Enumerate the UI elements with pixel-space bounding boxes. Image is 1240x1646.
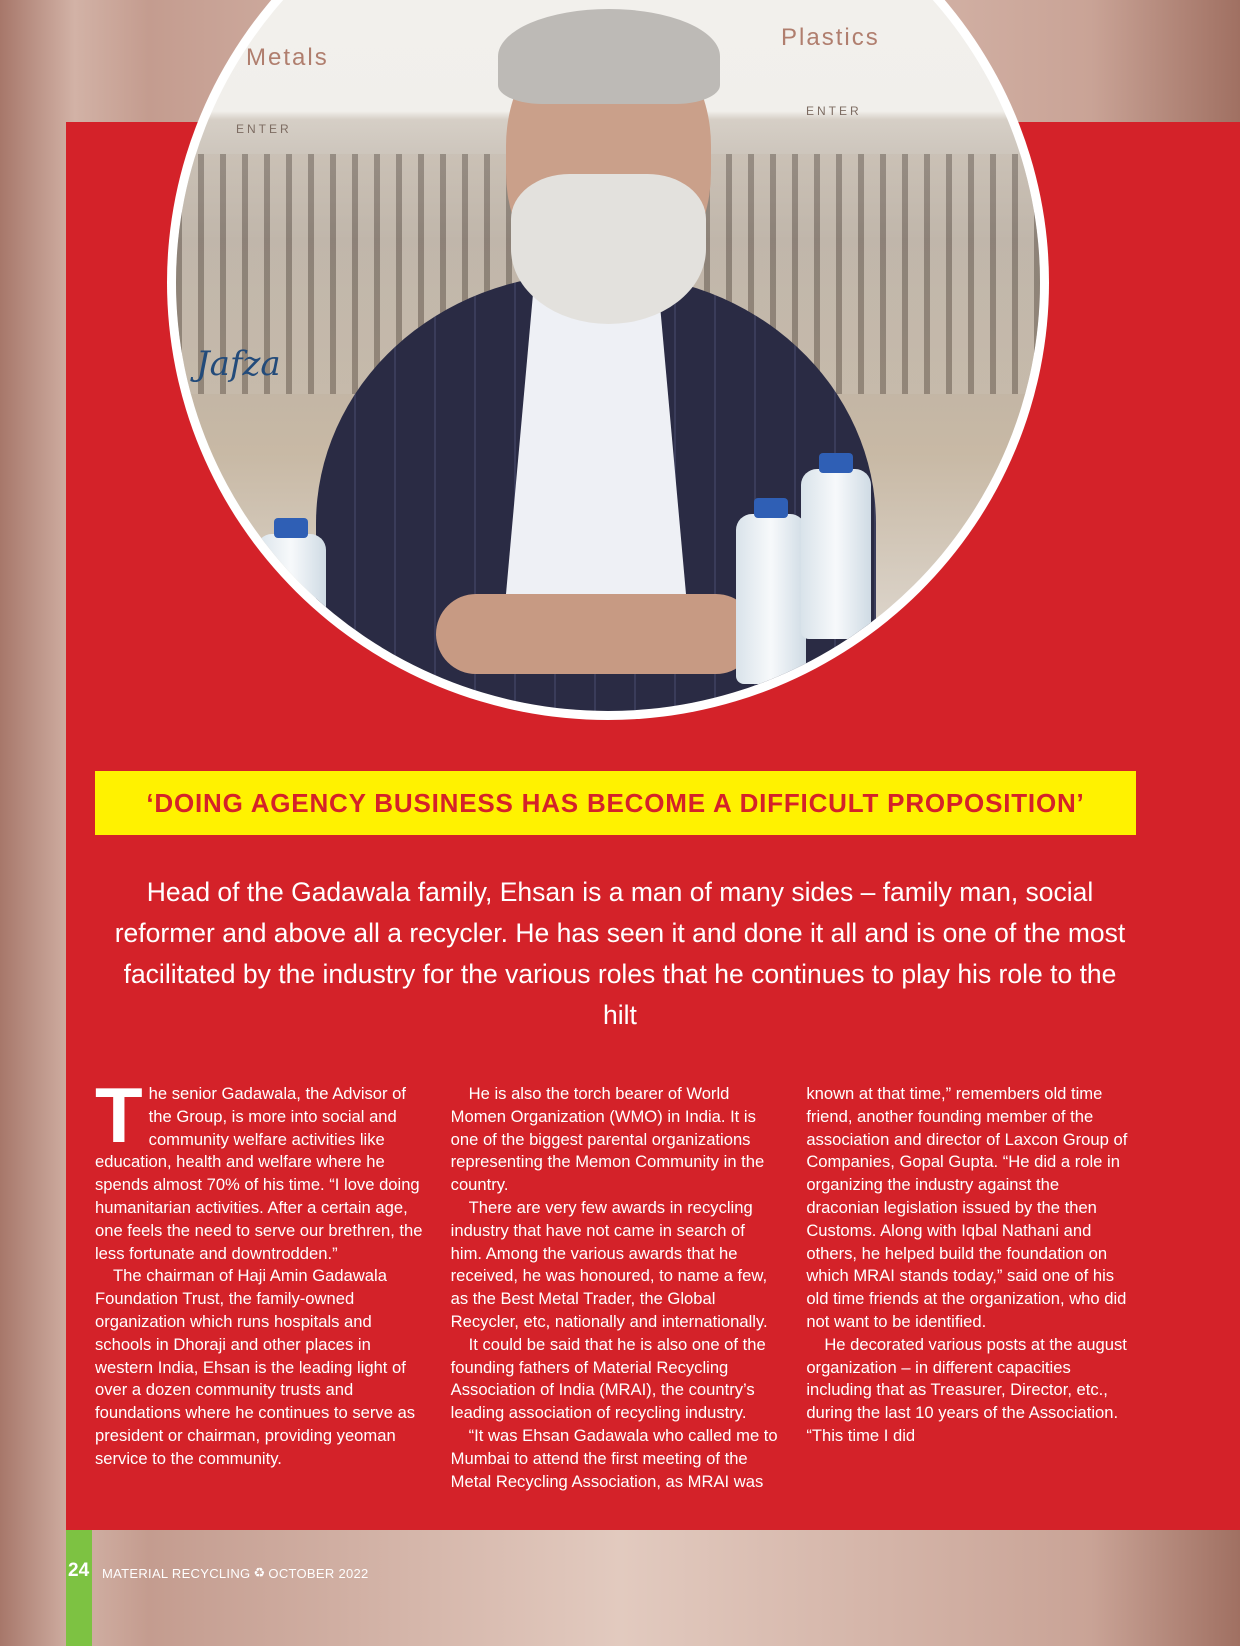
folio-accent-bar	[66, 1530, 92, 1646]
body-paragraph: The chairman of Haji Amin Gadawala Foundation Trust, the family-owned organization which runs hospitals and schools in Dhoraji and other places in western India, Ehsan is the leading light of over a dozen community trusts and foundations where he continues to serve as president or chairman, providing yeoman service to the community.	[95, 1266, 416, 1468]
standfirst: Head of the Gadawala family, Ehsan is a man of many sides – family man, social reformer and above all a recycler. He has seen it and done it all and is one of the most facilitated by the industry for the various roles that he continues to play his role to the hilt	[114, 877, 1126, 1030]
issue-date: OCTOBER 2022	[268, 1565, 369, 1581]
jafza-logo: Jafza	[196, 344, 281, 384]
headline-banner	[95, 771, 1136, 835]
drop-cap: T	[95, 1071, 143, 1159]
sign-metals: Metals	[246, 44, 329, 71]
person-hair	[498, 9, 720, 104]
page-number: 24	[68, 1560, 90, 1581]
water-bottle-center	[736, 514, 806, 684]
folio-line	[102, 1565, 369, 1581]
water-bottle-left	[256, 534, 326, 704]
person-beard	[511, 174, 706, 324]
recycle-icon: ♻	[253, 1565, 266, 1580]
body-paragraph: It could be said that he is also one of the founding fathers of Material Recycling Association of India (MRAI), the country’s leading association of recycling industry.	[450, 1334, 766, 1423]
water-bottle-right	[801, 469, 871, 639]
sign-enter-right: ENTER	[806, 104, 862, 118]
sign-plastics: Plastics	[781, 24, 880, 51]
publication-name: MATERIAL RECYCLING	[102, 1565, 251, 1581]
person-hands	[436, 594, 756, 674]
sign-enter-left: ENTER	[236, 122, 292, 136]
body-paragraph: He decorated various posts at the august organization – in different capacities including that as Treasurer, Director, etc., during the last 10 years of the Association. “This time I did	[806, 1334, 1127, 1445]
body-paragraph: “It was Ehsan Gadawala who called me to Mumbai to attend the first meeting of the Metal Recycling Association, as MRAI was known at that time,” remembers old time friend, another founding member of the association and director of Laxcon Group of Companies, Gopal Gupta. “He did a role in organizing the industry against the draconian legislation issued by the then Customs. Along with Iqbal Nathani and others, he helped build the foundation on which MRAI stands today,” said one of his old time friends at the organization, who did not want to be identified.	[450, 1084, 1128, 1491]
headline: ‘DOING AGENCY BUSINESS HAS BECOME A DIFFICULT PROPOSITION’	[146, 787, 1085, 818]
body-paragraph: There are very few awards in recycling industry that have not came in search of him. Among the various awards that he received, he was honoured, to name a few, as the Best Metal Trader, the Global Recycler, etc, nationally and internationally.	[450, 1197, 768, 1331]
article-body	[95, 1071, 1135, 1513]
body-paragraph: The senior Gadawala, the Advisor of the Group, is more into social and community welfare activities like education, health and welfare where he spends almost 70% of his time. “I love doing humanitarian activities. After a certain age, one feels the need to serve our brethren, the less fortunate and downtrodden.”	[95, 1071, 423, 1263]
person-shirt	[506, 294, 686, 594]
body-paragraph: He is also the torch bearer of World Momen Organization (WMO) in India. It is one of the biggest parental organizations representing the Memon Community in the country.	[450, 1084, 765, 1195]
